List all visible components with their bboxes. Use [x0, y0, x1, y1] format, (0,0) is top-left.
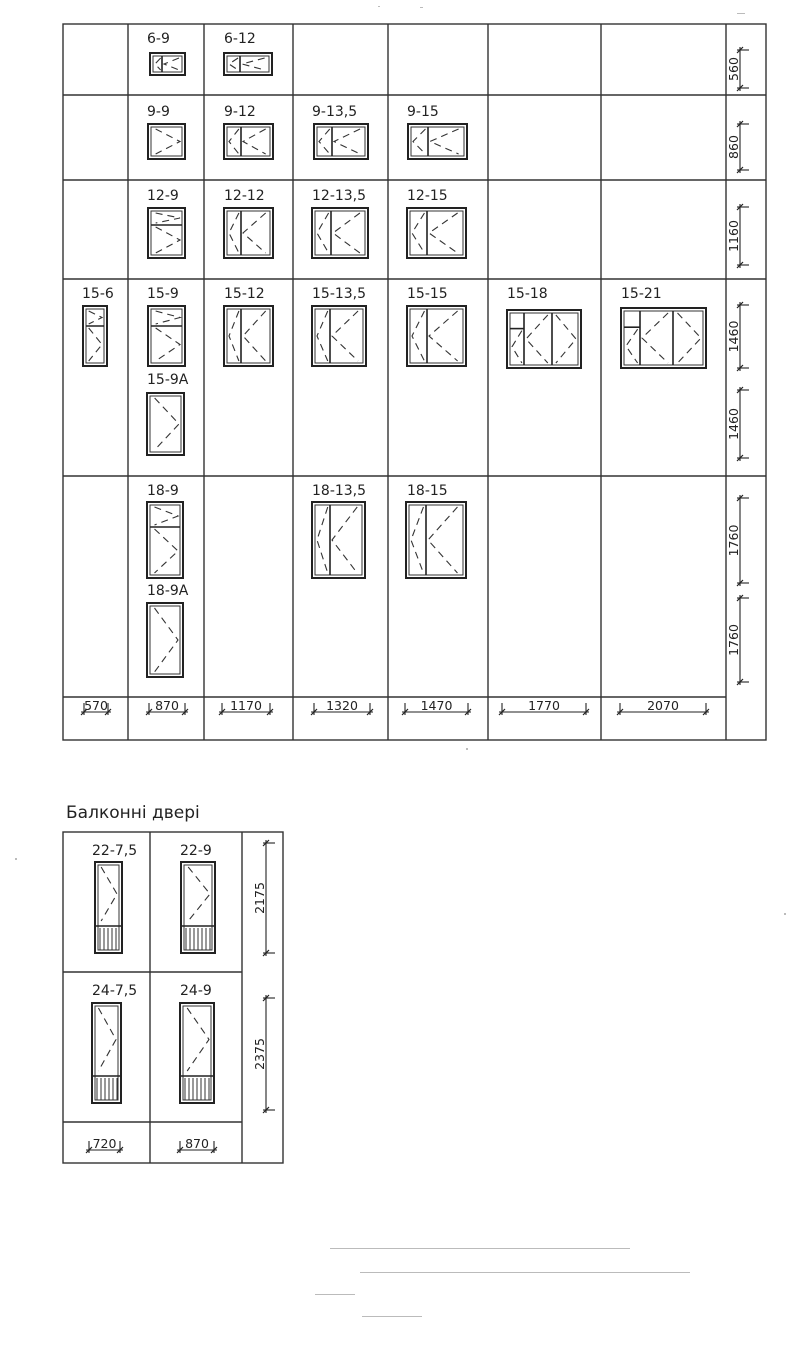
windows-layer	[82, 31, 706, 677]
dimension-label: 1470	[420, 698, 453, 713]
window-9-15	[407, 104, 467, 159]
balcony-door-24-9	[180, 983, 214, 1103]
window-frame	[312, 208, 368, 258]
window-frame	[406, 502, 466, 578]
window-frame	[407, 306, 466, 366]
window-label: 15-15	[407, 286, 448, 302]
window-label: 15-9	[147, 286, 179, 302]
window-15-15	[407, 286, 466, 366]
window-frame	[147, 393, 184, 455]
window-12-13-5	[312, 188, 368, 258]
balcony-door-24-7-5	[92, 983, 137, 1103]
dimension-label: 2070	[647, 698, 679, 713]
window-18-9	[147, 483, 183, 578]
window-label: 12-12	[224, 188, 265, 204]
window-label: 6-9	[147, 31, 170, 47]
door-row-dimensions	[252, 840, 275, 1113]
dimension-label: 570	[84, 698, 108, 713]
dimension-label: 1770	[528, 698, 560, 713]
window-9-12	[224, 104, 273, 159]
window-15-12	[224, 286, 273, 366]
window-15-6	[82, 286, 114, 366]
window-label: 15-13,5	[312, 286, 367, 302]
window-frame	[150, 53, 185, 75]
window-frame	[224, 53, 272, 75]
window-frame	[147, 603, 183, 677]
window-label: 9-13,5	[312, 104, 358, 120]
window-12-12	[224, 188, 273, 258]
row-height-dim	[726, 204, 749, 268]
dimension-label: 1760	[726, 624, 741, 656]
window-12-9	[147, 188, 185, 258]
row-height-dim	[726, 595, 749, 685]
window-frame	[224, 306, 273, 366]
door-frame	[95, 862, 122, 953]
dimension-label: 1460	[726, 320, 741, 353]
window-frame	[621, 308, 706, 368]
dimension-label: 860	[726, 135, 741, 159]
window-label: 9-9	[147, 104, 170, 120]
balcony-door-22-7-5	[92, 843, 137, 953]
window-18-9A	[147, 583, 189, 677]
dimension-label: 870	[155, 698, 179, 713]
window-frame	[408, 124, 467, 159]
dimension-label: 1760	[726, 524, 741, 557]
window-15-9	[147, 286, 185, 366]
row-dimensions	[726, 47, 749, 685]
row-height-dim	[726, 47, 749, 91]
door-label: 24-9	[180, 983, 212, 999]
balcony-doors-heading: Балконні двері	[66, 803, 200, 823]
window-15-21	[621, 286, 706, 368]
window-18-15	[406, 483, 466, 578]
door-label: 22-9	[180, 843, 212, 859]
row-height-dim	[726, 387, 749, 461]
dimension-label: 870	[185, 1136, 209, 1151]
column-width-dim	[81, 698, 111, 715]
window-label: 15-21	[621, 286, 662, 302]
window-frame	[148, 208, 185, 258]
door-frame	[181, 862, 215, 953]
column-dimensions	[81, 698, 709, 715]
window-15-13-5	[312, 286, 366, 366]
window-frame	[148, 306, 185, 366]
window-frame	[224, 208, 273, 258]
dimension-label: 1320	[326, 698, 358, 713]
window-6-12	[224, 31, 272, 75]
dimension-label: 720	[92, 1136, 117, 1151]
window-frame	[148, 124, 185, 159]
door-row-height-dim	[252, 995, 275, 1113]
column-width-dim	[219, 698, 273, 715]
window-label: 12-9	[147, 188, 179, 204]
window-label: 12-15	[407, 188, 448, 204]
column-width-dim	[311, 698, 373, 715]
dimension-label: 1460	[726, 408, 741, 440]
door-frame	[92, 1003, 121, 1103]
dimension-label: 2175	[252, 882, 267, 914]
window-15-9A	[147, 372, 189, 455]
door-frame	[180, 1003, 214, 1103]
row-height-dim	[726, 495, 749, 586]
door-label: 22-7,5	[92, 843, 138, 859]
window-label: 15-18	[507, 286, 548, 302]
window-9-9	[147, 104, 185, 159]
window-frame	[312, 502, 365, 578]
scan-specks	[15, 6, 786, 1317]
door-column-width-dim	[86, 1136, 123, 1153]
window-frame	[147, 502, 183, 578]
door-column-dimensions	[86, 1136, 217, 1153]
door-column-width-dim	[177, 1136, 217, 1153]
dimension-label: 2375	[252, 1038, 267, 1070]
window-frame	[312, 306, 366, 366]
window-frame	[314, 124, 368, 159]
balcony-door-22-9	[180, 843, 215, 953]
door-label: 24-7,5	[92, 983, 138, 999]
window-label: 6-12	[224, 31, 256, 47]
window-12-15	[407, 188, 466, 258]
window-frame	[83, 306, 107, 366]
balcony-doors-layer	[92, 843, 215, 1103]
dimension-label: 560	[726, 57, 741, 81]
window-label: 12-13,5	[312, 188, 367, 204]
window-frame	[507, 310, 581, 368]
window-label: 18-9A	[147, 583, 189, 599]
window-label: 18-13,5	[312, 483, 367, 499]
door-panel-hatching	[186, 928, 210, 950]
dimension-label: 1160	[726, 220, 741, 252]
door-panel-hatching	[185, 1078, 209, 1100]
column-width-dim	[499, 698, 589, 715]
window-label: 9-12	[224, 104, 256, 120]
window-9-13-5	[312, 104, 368, 159]
window-6-9	[147, 31, 185, 75]
window-label: 15-12	[224, 286, 265, 302]
window-label: 18-15	[407, 483, 448, 499]
window-frame	[407, 208, 466, 258]
column-width-dim	[617, 698, 709, 715]
column-width-dim	[146, 698, 188, 715]
door-row-height-dim	[252, 840, 275, 956]
window-frame	[224, 124, 273, 159]
dimension-label: 1170	[230, 698, 262, 713]
window-label: 15-9A	[147, 372, 189, 388]
window-label: 18-9	[147, 483, 179, 499]
row-height-dim	[726, 121, 749, 173]
window-15-18	[507, 286, 581, 368]
column-width-dim	[402, 698, 471, 715]
window-18-13-5	[312, 483, 366, 578]
window-label: 9-15	[407, 104, 439, 120]
row-height-dim	[726, 302, 749, 371]
window-label: 15-6	[82, 286, 114, 302]
